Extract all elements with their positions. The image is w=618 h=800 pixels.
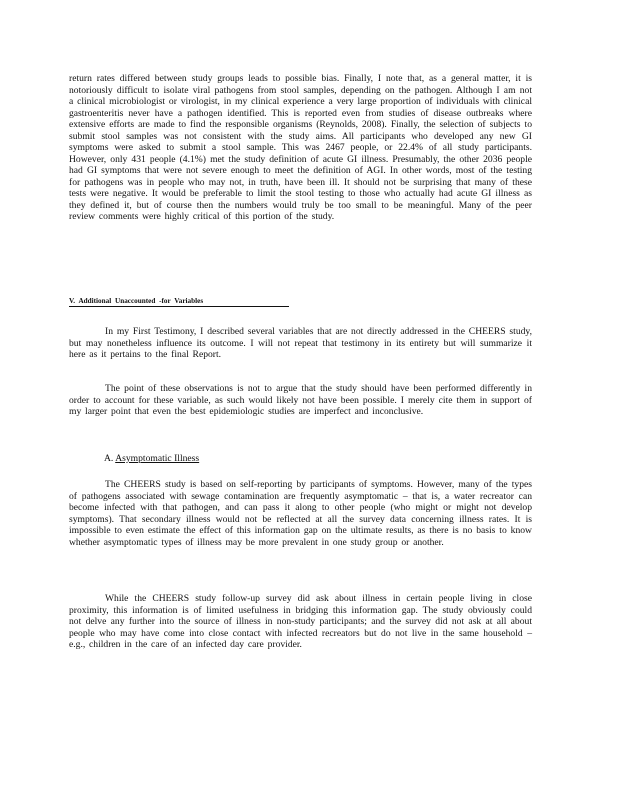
subheading-asymptomatic-illness xyxy=(104,453,199,464)
paragraph-self-reporting: The CHEERS study is based on self-reporting by participants of symptoms. However, many of the types of pathogens associated with sewage contamination are frequently asymptomatic – that is, a water recreator can become infected with that pathogen, and can pass it along to other people (who might or might not develop symptoms). That secondary illness would not be reflected at all the survey data concerning illness rates. It is impossible to even estimate the effect of this information gap on the ultimate results, as there is no basis to know whether asymptomatic types of illness may be more prevalent in one study group or another. xyxy=(69,479,532,548)
section-heading: V. Additional Unaccounted -for Variables xyxy=(69,297,289,307)
subheading-letter: A. xyxy=(104,453,114,464)
paragraph-follow-up-survey: While the CHEERS study follow-up survey did ask about illness in certain people living in close proximity, this information is of limited usefulness in bridging this information gap. The study obviously could not delve any further into the source of illness in non-study participants; and the survey did not ask at all about people who may have come into close contact with infected recreators but do not live in the same household – e.g., children in the care of an infected day care provider. xyxy=(69,593,532,650)
paragraph-stool-testing: return rates differed between study groups leads to possible bias. Finally, I note that, as a general matter, it is notoriously difficult to isolate viral pathogens from stool samples, depending on the pathogen. Although I am not a clinical microbiologist or virologist, in my clinical experience a very large proportion of individuals with clinical gastroenteritis never have a pathogen identified. This is reported even from studies of disease outbreaks where extensive efforts are made to find the responsible organisms (Reynolds, 2008). Finally, the selection of subjects to submit stool samples was not consistent with the study aims. All participants who developed any new GI symptoms were asked to submit a stool sample. This was 2467 people, or 22.4% of all study participants. However, only 431 people (4.1%) met the study definition of acute GI illness. Presumably, the other 2036 people had GI symptoms that were not severe enough to meet the definition of AGI. In other words, most of the testing for pathogens was in people who may not, in truth, have been ill. It should not be surprising that many of these tests were negative. It would be preferable to limit the stool testing to those who actually had acute GI illness as they defined it, but of course then the numbers would truly be too small to be meaningful. Many of the peer review comments were highly critical of this portion of the study. xyxy=(69,73,532,222)
subheading-title: Asymptomatic Illness xyxy=(115,453,200,464)
paragraph-observations: The point of these observations is not to argue that the study should have been performed differently in order to account for these variable, as such would likely not have been possible. I merely cite them in support of my larger point that even the best epidemiologic studies are imperfect and inconclusive. xyxy=(69,383,532,417)
paragraph-first-testimony: In my First Testimony, I described several variables that are not directly addressed in the CHEERS study, but may nonetheless influence its outcome. I will not repeat that testimony in its entirety but will summarize it here as it pertains to the final Report. xyxy=(69,326,532,360)
